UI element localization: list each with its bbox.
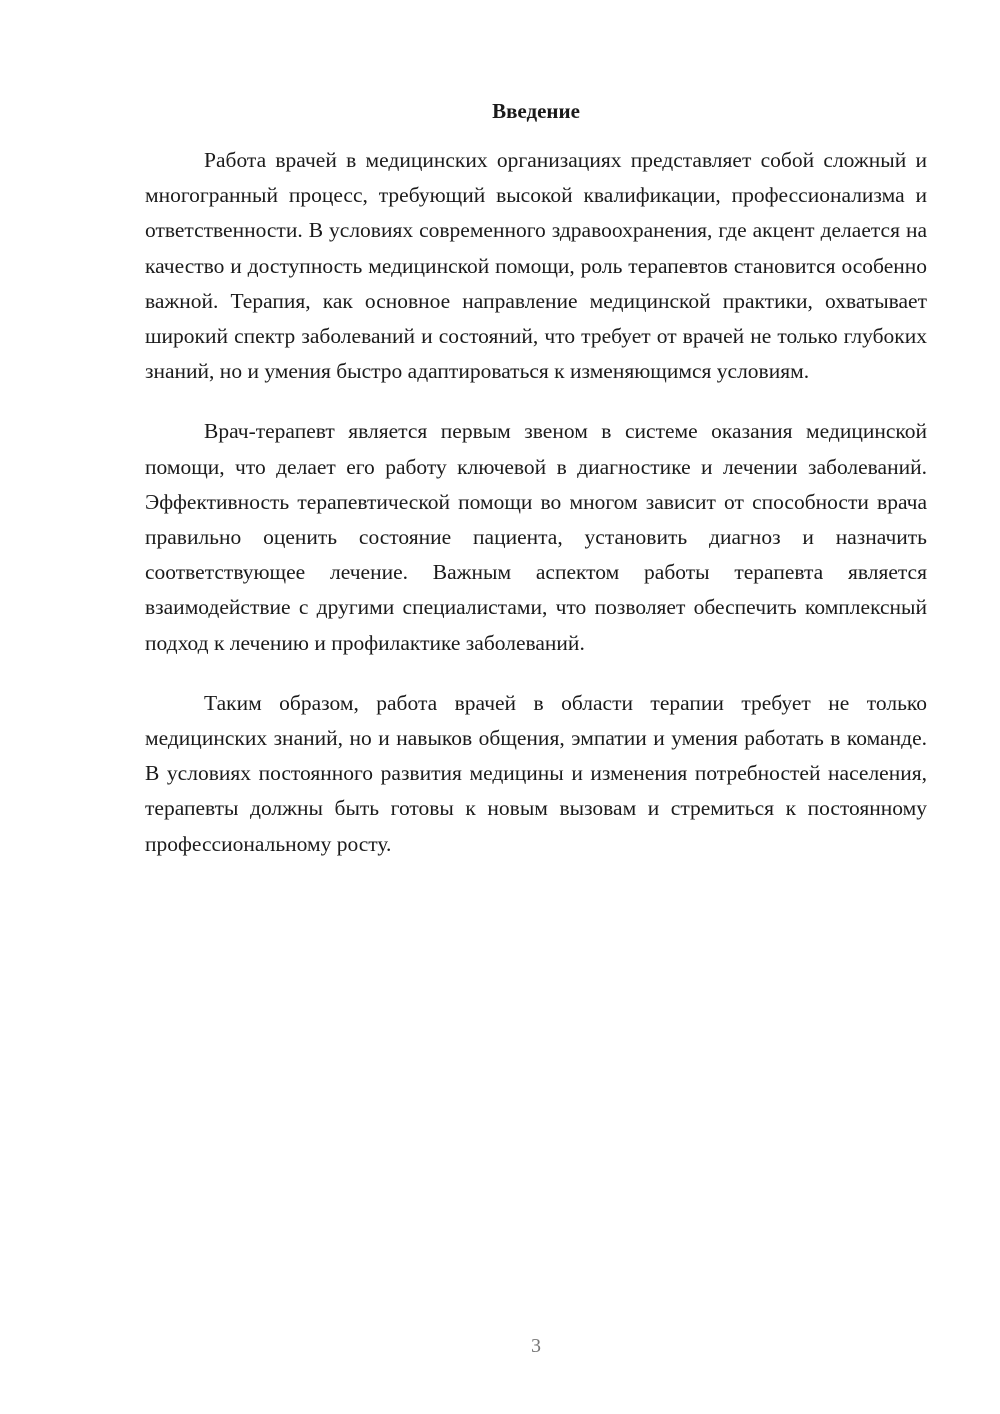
paragraph-2: Врач-терапевт является первым звеном в системе оказания медицинской помощи, что делает его работу ключевой в диагностике и лечении заболеваний. Эффективность терапевтической помощи во многом зависит от способности врача правильно оценить состояние пациента, установить диагноз и назначить соответствующее лечение. Важным аспектом работы терапевта является взаимодействие с другими специалистами, что позволяет обеспечить комплексный подход к лечению и профилактике заболеваний. (145, 419, 927, 655)
paragraph-1: Работа врачей в медицинских организациях представляет собой сложный и многогранный процесс, требующий высокой квалификации, профессионализма и ответственности. В условиях современного здравоохранения, где акцент делается на качество и доступность медицинской помощи, роль терапевтов становится особенно важной. Терапия, как основное направление медицинской практики, охватывает широкий спектр заболеваний и состояний, что требует от врачей не только глубоких знаний, но и умения быстро адаптироваться к изменяющимся условиям. (145, 148, 927, 384)
paragraph-3: Таким образом, работа врачей в области терапии требует не только медицинских знаний, но и навыков общения, эмпатии и умения работать в команде. В условиях постоянного развития медицины и изменения потребностей населения, терапевты должны быть готовы к новым вызовам и стремиться к постоянному профессиональному росту. (145, 690, 927, 856)
body-text (145, 143, 927, 887)
page-number: 3 (531, 1335, 541, 1357)
section-heading: Введение (492, 99, 580, 123)
